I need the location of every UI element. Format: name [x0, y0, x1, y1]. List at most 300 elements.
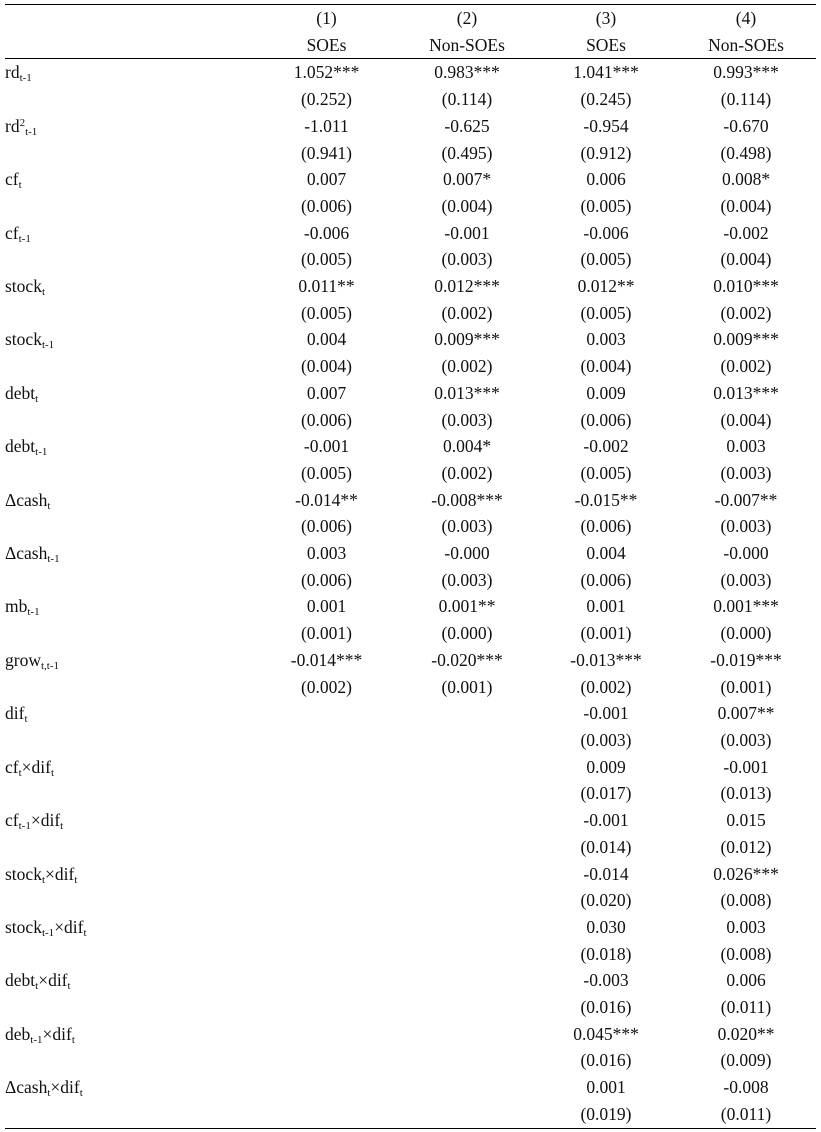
column-group: SOEs — [536, 32, 676, 59]
std-error-value: (0.006) — [580, 569, 632, 590]
empty-label-cell — [5, 887, 255, 914]
interaction-term: ×dif — [21, 756, 51, 777]
variable-label — [5, 647, 255, 674]
std-error-cell — [255, 353, 398, 380]
coefficient-value: -0.954 — [583, 115, 629, 136]
std-error-value: (0.003) — [720, 729, 772, 750]
std-error-cell — [676, 887, 816, 914]
variable-subscript: t — [41, 286, 46, 299]
std-error-cell — [398, 407, 536, 434]
coefficient-cell — [398, 433, 536, 460]
coefficient-cell — [536, 166, 676, 193]
variable-name: rd — [5, 62, 20, 83]
std-error-row — [5, 246, 816, 273]
variable-name: stock — [5, 276, 42, 297]
variable-name: stock — [5, 916, 42, 937]
std-error-cell — [676, 353, 816, 380]
std-error-value: (0.013) — [720, 783, 772, 804]
coefficient-cell — [255, 914, 398, 941]
coefficient-value: -0.001 — [303, 436, 350, 457]
empty-label-cell — [5, 834, 255, 861]
std-error-cell — [398, 86, 536, 113]
empty-label-cell — [5, 86, 255, 113]
coefficient-value: 0.003 — [586, 329, 626, 350]
std-error-cell — [536, 887, 676, 914]
std-error-cell — [536, 1101, 676, 1128]
coefficient-value: 0.011** — [298, 276, 355, 297]
coefficient-cell — [676, 166, 816, 193]
empty-label-cell — [5, 460, 255, 487]
coefficient-cell — [398, 754, 536, 781]
std-error-cell — [255, 140, 398, 167]
coefficient-cell — [536, 914, 676, 941]
coefficient-cell — [676, 220, 816, 247]
std-error-cell — [676, 1047, 816, 1074]
variable-label — [5, 166, 255, 193]
coefficient-row — [5, 914, 816, 941]
variable-name: grow — [5, 649, 41, 670]
coefficient-cell — [398, 166, 536, 193]
coefficient-cell — [536, 593, 676, 620]
std-error-row — [5, 727, 816, 754]
std-error-value: (0.012) — [720, 836, 772, 857]
header-corner — [5, 32, 255, 59]
std-error-cell — [255, 407, 398, 434]
std-error-cell — [536, 567, 676, 594]
interaction-subscript: t — [79, 1087, 83, 1100]
std-error-row — [5, 300, 816, 327]
variable-subscript: t-1 — [35, 446, 48, 459]
coefficient-row — [5, 326, 816, 353]
std-error-value: (0.003) — [441, 249, 493, 270]
coefficient-cell — [536, 1021, 676, 1048]
empty-label-cell — [5, 620, 255, 647]
std-error-row — [5, 620, 816, 647]
std-error-value: (0.912) — [580, 142, 632, 163]
std-error-cell — [255, 193, 398, 220]
std-error-cell — [536, 941, 676, 968]
std-error-cell — [255, 941, 398, 968]
coefficient-value: -0.014*** — [290, 649, 363, 670]
coefficient-value: 1.052*** — [293, 62, 360, 83]
coefficient-cell — [398, 1021, 536, 1048]
coefficient-cell — [536, 326, 676, 353]
coefficient-value: 0.020** — [717, 1023, 775, 1044]
variable-subscript: t,t-1 — [40, 659, 59, 672]
coefficient-cell — [676, 326, 816, 353]
coefficient-cell — [255, 113, 398, 140]
empty-label-cell — [5, 193, 255, 220]
std-error-value: (0.001) — [441, 676, 493, 697]
coefficient-cell — [398, 380, 536, 407]
std-error-cell — [676, 834, 816, 861]
coefficient-cell — [255, 220, 398, 247]
interaction-term: ×dif — [45, 863, 75, 884]
coefficient-cell — [536, 487, 676, 514]
interaction-subscript: t — [67, 980, 71, 993]
variable-subscript: t — [47, 499, 51, 512]
variable-label — [5, 754, 255, 781]
std-error-cell — [398, 246, 536, 273]
std-error-cell — [676, 941, 816, 968]
coefficient-cell — [676, 593, 816, 620]
std-error-cell — [255, 300, 398, 327]
coefficient-cell — [255, 380, 398, 407]
coefficient-cell — [398, 273, 536, 300]
std-error-row — [5, 780, 816, 807]
coefficient-cell — [536, 380, 676, 407]
coefficient-cell — [398, 220, 536, 247]
std-error-value: (0.252) — [300, 89, 353, 110]
std-error-value: (0.003) — [441, 409, 493, 430]
std-error-value: (0.495) — [441, 142, 493, 163]
coefficient-cell — [398, 593, 536, 620]
coefficient-cell — [255, 326, 398, 353]
coefficient-row — [5, 220, 816, 247]
std-error-value: (0.006) — [580, 409, 632, 430]
coefficient-cell — [676, 1021, 816, 1048]
variable-name: rd — [5, 115, 20, 136]
std-error-row — [5, 941, 816, 968]
coefficient-value: -0.008*** — [431, 489, 503, 510]
variable-name: Δcash — [5, 543, 48, 564]
coefficient-row — [5, 380, 816, 407]
coefficient-cell — [676, 861, 816, 888]
coefficient-cell — [536, 967, 676, 994]
std-error-row — [5, 407, 816, 434]
std-error-cell — [676, 407, 816, 434]
std-error-cell — [255, 567, 398, 594]
std-error-value: (0.005) — [300, 302, 353, 323]
coefficient-cell — [255, 700, 398, 727]
coefficient-value: 1.041*** — [573, 62, 639, 83]
coefficient-value: 0.013*** — [713, 382, 779, 403]
std-error-value: (0.003) — [720, 462, 772, 483]
std-error-value: (0.941) — [300, 142, 353, 163]
interaction-term: ×dif — [42, 1023, 72, 1044]
coefficient-cell — [398, 647, 536, 674]
std-error-row — [5, 460, 816, 487]
std-error-value: (0.004) — [300, 356, 353, 377]
std-error-cell — [398, 620, 536, 647]
std-error-cell — [398, 727, 536, 754]
std-error-value: (0.005) — [300, 462, 353, 483]
std-error-value: (0.005) — [580, 302, 632, 323]
coefficient-cell — [398, 914, 536, 941]
std-error-value: (0.005) — [580, 462, 632, 483]
coefficient-cell — [255, 59, 398, 86]
std-error-value: (0.003) — [580, 729, 632, 750]
interaction-term: ×dif — [50, 1077, 80, 1098]
variable-subscript: t-1 — [27, 606, 40, 619]
coefficient-value: 0.001 — [306, 596, 347, 617]
interaction-subscript: t — [71, 1033, 75, 1046]
variable-label — [5, 487, 255, 514]
variable-label — [5, 593, 255, 620]
coefficient-value: -0.002 — [723, 222, 769, 243]
coefficient-cell — [398, 326, 536, 353]
coefficient-cell — [536, 59, 676, 86]
coefficient-cell — [676, 700, 816, 727]
std-error-row — [5, 674, 816, 701]
std-error-value: (0.005) — [300, 249, 353, 270]
coefficient-row — [5, 1021, 816, 1048]
std-error-value: (0.004) — [720, 409, 772, 430]
std-error-row — [5, 1101, 816, 1128]
coefficient-value: 0.007* — [442, 169, 492, 190]
std-error-value: (0.003) — [441, 516, 493, 537]
std-error-cell — [255, 513, 398, 540]
coefficient-cell — [536, 273, 676, 300]
std-error-value: (0.018) — [580, 943, 632, 964]
coefficient-value: -0.014 — [583, 863, 629, 884]
coefficient-value: 0.001 — [586, 1077, 626, 1098]
std-error-cell — [536, 834, 676, 861]
std-error-cell — [536, 674, 676, 701]
interaction-subscript: t — [50, 766, 55, 779]
column-group: Non-SOEs — [398, 32, 536, 59]
coefficient-value: 0.001*** — [713, 596, 779, 617]
std-error-value: (0.001) — [720, 676, 772, 697]
std-error-cell — [676, 246, 816, 273]
variable-label — [5, 700, 255, 727]
std-error-cell — [398, 674, 536, 701]
std-error-cell — [398, 994, 536, 1021]
std-error-cell — [255, 834, 398, 861]
variable-subscript: t-1 — [25, 125, 38, 138]
variable-name: cf — [5, 810, 19, 831]
coefficient-value: -0.001 — [583, 810, 629, 831]
std-error-value: (0.002) — [580, 676, 632, 697]
coefficient-value: 0.015 — [726, 810, 766, 831]
std-error-cell — [255, 994, 398, 1021]
std-error-value: (0.002) — [300, 676, 353, 697]
coefficient-cell — [398, 59, 536, 86]
variable-name: mb — [5, 596, 28, 617]
std-error-value: (0.005) — [580, 249, 632, 270]
column-number: (3) — [536, 5, 676, 32]
coefficient-value: 0.003 — [726, 436, 766, 457]
coefficient-value: 0.009*** — [434, 329, 500, 350]
coefficient-value: 0.004 — [586, 543, 626, 564]
std-error-cell — [398, 941, 536, 968]
std-error-cell — [398, 887, 536, 914]
std-error-value: (0.008) — [720, 943, 772, 964]
std-error-value: (0.000) — [720, 623, 772, 644]
empty-label-cell — [5, 1101, 255, 1128]
std-error-cell — [536, 994, 676, 1021]
std-error-value: (0.006) — [300, 569, 353, 590]
coefficient-value: 0.007 — [306, 382, 347, 403]
variable-superscript: 2 — [19, 116, 26, 129]
coefficient-value: -0.020*** — [431, 649, 503, 670]
std-error-cell — [536, 246, 676, 273]
coefficient-value: -0.013*** — [570, 649, 642, 670]
coefficient-cell — [255, 593, 398, 620]
coefficient-cell — [536, 220, 676, 247]
empty-label-cell — [5, 140, 255, 167]
coefficient-cell — [536, 700, 676, 727]
variable-subscript: t — [18, 766, 22, 779]
coefficient-value: -0.007** — [714, 489, 778, 510]
coefficient-value: 0.009 — [586, 756, 626, 777]
coefficient-cell — [255, 861, 398, 888]
std-error-value: (0.002) — [720, 302, 772, 323]
column-number: (1) — [255, 5, 398, 32]
empty-label-cell — [5, 780, 255, 807]
coefficient-value: -1.011 — [304, 115, 349, 136]
coefficient-value: 0.007** — [717, 703, 775, 724]
coefficient-cell — [536, 647, 676, 674]
std-error-value: (0.020) — [580, 890, 632, 911]
variable-label — [5, 273, 255, 300]
coefficient-cell — [255, 273, 398, 300]
variable-subscript: t — [35, 392, 39, 405]
std-error-cell — [255, 1047, 398, 1074]
variable-name: cf — [5, 169, 19, 190]
std-error-row — [5, 994, 816, 1021]
coefficient-cell — [676, 967, 816, 994]
coefficient-row — [5, 273, 816, 300]
std-error-cell — [676, 994, 816, 1021]
std-error-cell — [255, 727, 398, 754]
coefficient-cell — [676, 914, 816, 941]
coefficient-value: -0.006 — [583, 222, 629, 243]
std-error-value: (0.003) — [720, 569, 772, 590]
variable-subscript: t-1 — [18, 232, 31, 245]
coefficient-cell — [536, 540, 676, 567]
variable-label — [5, 1074, 255, 1101]
std-error-cell — [676, 780, 816, 807]
std-error-cell — [676, 86, 816, 113]
column-number: (2) — [398, 5, 536, 32]
variable-label — [5, 914, 255, 941]
std-error-value: (0.245) — [580, 89, 632, 110]
variable-label — [5, 59, 255, 86]
std-error-value: (0.004) — [720, 195, 772, 216]
coefficient-cell — [536, 754, 676, 781]
std-error-row — [5, 1047, 816, 1074]
std-error-value: (0.003) — [720, 516, 772, 537]
coefficient-value: 0.006 — [726, 970, 766, 991]
coefficient-value: -0.002 — [583, 436, 629, 457]
coefficient-row — [5, 59, 816, 86]
std-error-cell — [536, 300, 676, 327]
std-error-cell — [676, 140, 816, 167]
coefficient-cell — [398, 700, 536, 727]
regression-table — [5, 4, 816, 1129]
std-error-cell — [676, 674, 816, 701]
variable-label — [5, 1021, 255, 1048]
std-error-row — [5, 887, 816, 914]
coefficient-row — [5, 1074, 816, 1101]
variable-label — [5, 967, 255, 994]
column-group: Non-SOEs — [676, 32, 816, 59]
empty-label-cell — [5, 994, 255, 1021]
coefficient-cell — [398, 113, 536, 140]
std-error-cell — [536, 353, 676, 380]
std-error-cell — [398, 193, 536, 220]
variable-subscript: t — [35, 980, 39, 993]
interaction-term: ×dif — [54, 916, 84, 937]
std-error-value: (0.114) — [441, 89, 493, 110]
std-error-value: (0.006) — [300, 516, 353, 537]
coefficient-cell — [536, 113, 676, 140]
variable-subscript: t-1 — [30, 1033, 43, 1046]
std-error-value: (0.006) — [300, 409, 353, 430]
std-error-cell — [536, 513, 676, 540]
table-header — [5, 5, 816, 59]
std-error-cell — [398, 300, 536, 327]
variable-subscript: t — [41, 873, 46, 886]
std-error-cell — [398, 353, 536, 380]
std-error-cell — [536, 140, 676, 167]
variable-subscript: t — [18, 179, 22, 192]
std-error-cell — [536, 86, 676, 113]
std-error-row — [5, 567, 816, 594]
coefficient-value: 0.009 — [586, 382, 626, 403]
coefficient-cell — [536, 1074, 676, 1101]
coefficient-cell — [255, 540, 398, 567]
coefficient-value: -0.019*** — [710, 649, 782, 670]
std-error-cell — [536, 193, 676, 220]
coefficient-cell — [676, 1074, 816, 1101]
variable-name: cf — [5, 222, 19, 243]
std-error-value: (0.002) — [441, 356, 493, 377]
std-error-value: (0.004) — [580, 356, 632, 377]
variable-name: stock — [5, 863, 42, 884]
coefficient-cell — [398, 861, 536, 888]
coefficient-value: 0.030 — [586, 916, 626, 937]
coefficient-cell — [255, 754, 398, 781]
std-error-cell — [255, 780, 398, 807]
std-error-cell — [676, 567, 816, 594]
empty-label-cell — [5, 567, 255, 594]
coefficient-value: 0.012*** — [434, 276, 500, 297]
coefficient-cell — [255, 807, 398, 834]
std-error-value: (0.003) — [441, 569, 493, 590]
coefficient-value: 0.003 — [306, 543, 347, 564]
coefficient-cell — [536, 861, 676, 888]
coefficient-value: -0.670 — [723, 115, 769, 136]
std-error-cell — [398, 567, 536, 594]
empty-label-cell — [5, 941, 255, 968]
std-error-cell — [536, 727, 676, 754]
variable-label — [5, 807, 255, 834]
empty-label-cell — [5, 300, 255, 327]
std-error-value: (0.002) — [441, 462, 493, 483]
coefficient-row — [5, 540, 816, 567]
coefficient-value: 0.983*** — [434, 62, 500, 83]
variable-label — [5, 540, 255, 567]
coefficient-row — [5, 166, 816, 193]
variable-name: debt — [5, 382, 36, 403]
std-error-row — [5, 834, 816, 861]
std-error-value: (0.002) — [720, 356, 772, 377]
variable-name: cf — [5, 756, 19, 777]
std-error-cell — [398, 513, 536, 540]
coefficient-cell — [676, 113, 816, 140]
coefficient-value: 0.045*** — [573, 1023, 639, 1044]
variable-name: deb — [5, 1023, 31, 1044]
coefficient-value: 0.012** — [577, 276, 635, 297]
coefficient-row — [5, 754, 816, 781]
variable-name: dif — [5, 703, 25, 724]
std-error-cell — [398, 140, 536, 167]
std-error-cell — [536, 1047, 676, 1074]
empty-label-cell — [5, 674, 255, 701]
empty-label-cell — [5, 1047, 255, 1074]
